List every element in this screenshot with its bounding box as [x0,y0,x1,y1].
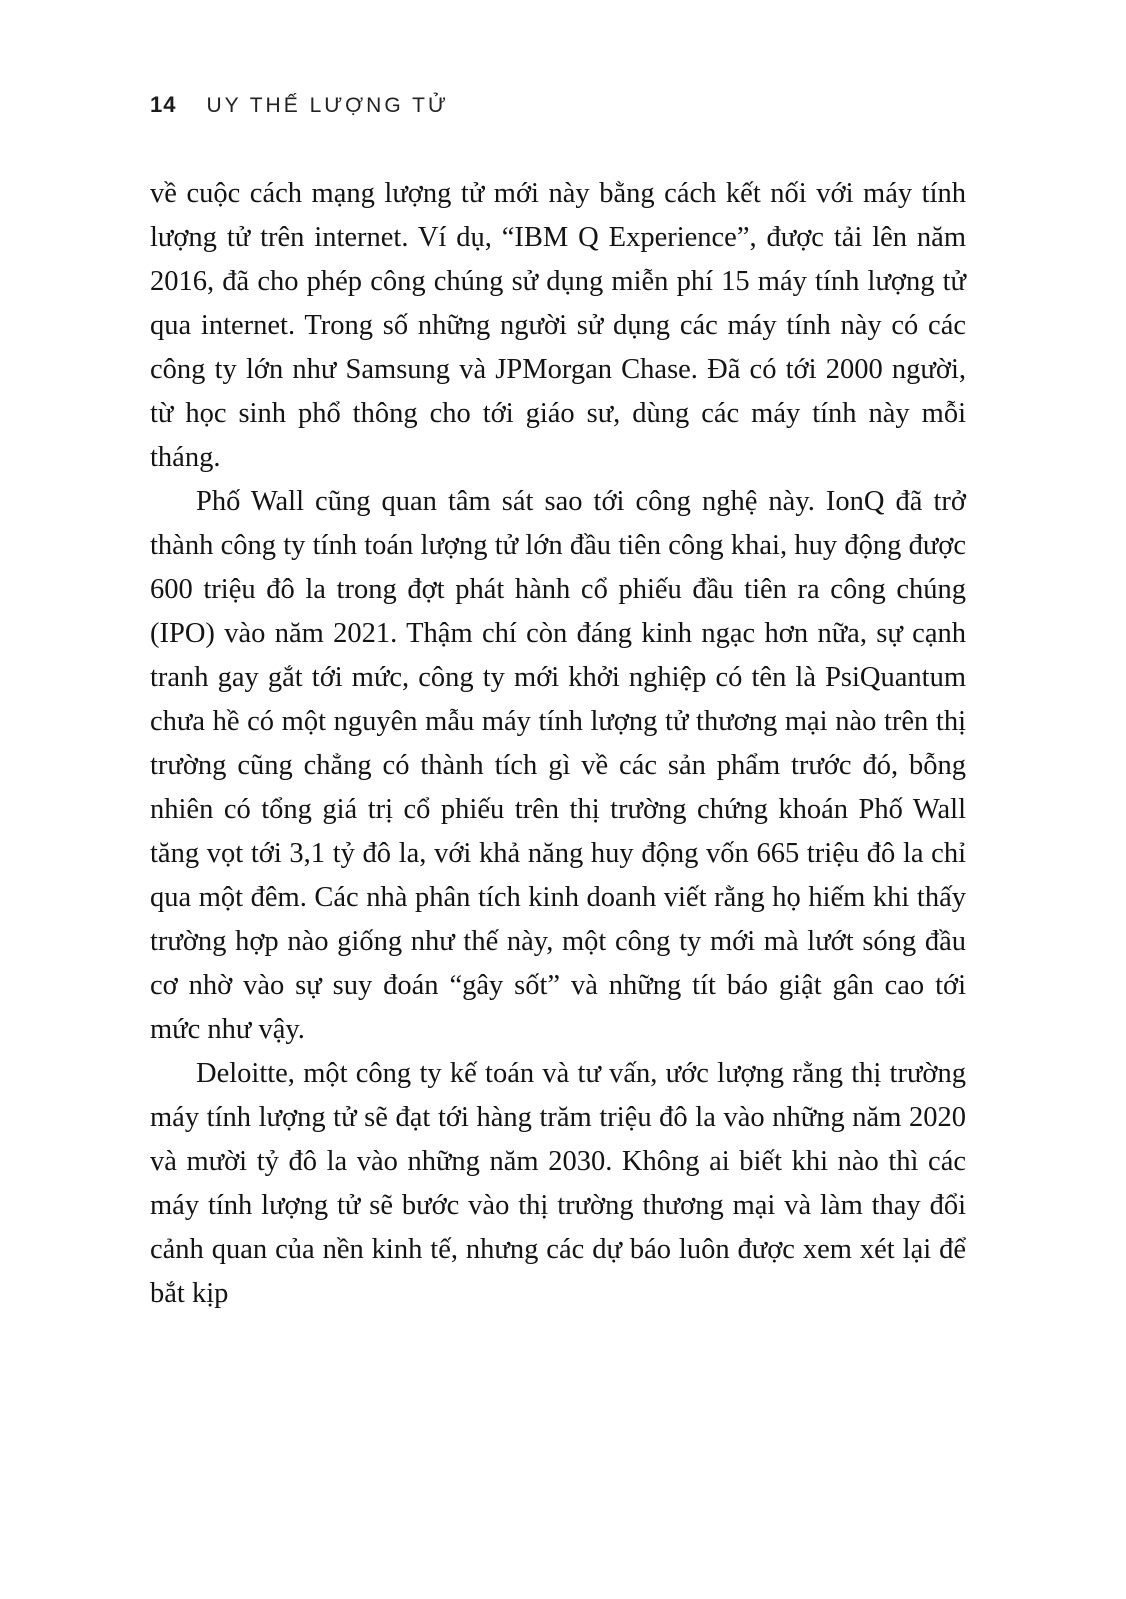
page-number: 14 [150,92,177,117]
page-body [150,172,966,1316]
paragraph: Phố Wall cũng quan tâm sát sao tới công nghệ này. IonQ đã trở thành công ty tính toán lượng tử lớn đầu tiên công khai, huy động được 600 triệu đô la trong đợt phát hành cổ phiếu đầu tiên ra công chúng (IPO) vào năm 2021. Thậm chí còn đáng kinh ngạc hơn nữa, sự cạnh tranh gay gắt tới mức, công ty mới khởi nghiệp có tên là PsiQuantum chưa hề có một nguyên mẫu máy tính lượng tử thương mại nào trên thị trường cũng chẳng có thành tích gì về các sản phẩm trước đó, bỗng nhiên có tổng giá trị cổ phiếu trên thị trường chứng khoán Phố Wall tăng vọt tới 3,1 tỷ đô la, với khả năng huy động vốn 665 triệu đô la chỉ qua một đêm. Các nhà phân tích kinh doanh viết rằng họ hiếm khi thấy trường hợp nào giống như thế này, một công ty mới mà lướt sóng đầu cơ nhờ vào sự suy đoán “gây sốt” và những tít báo giật gân cao tới mức như vậy. [150,486,966,1045]
paragraph-continuation: về cuộc cách mạng lượng tử mới này bằng cách kết nối với máy tính lượng tử trên internet. Ví dụ, “IBM Q Experience”, được tải lên năm 2016, đã cho phép công chúng sử dụng miễn phí 15 máy tính lượng tử qua internet. Trong số những người sử dụng các máy tính này có các công ty lớn như Samsung và JPMorgan Chase. Đã có tới 2000 người, từ học sinh phổ thông cho tới giáo sư, dùng các máy tính này mỗi tháng. [150,178,966,473]
running-title: UY THẾ LƯỢNG TỬ [206,94,449,117]
paragraph: Deloitte, một công ty kế toán và tư vấn, ước lượng rằng thị trường máy tính lượng tử sẽ đạt tới hàng trăm triệu đô la vào những năm 2020 và mười tỷ đô la vào những năm 2030. Không ai biết khi nào thì các máy tính lượng tử sẽ bước vào thị trường thương mại và làm thay đổi cảnh quan của nền kinh tế, nhưng các dự báo luôn được xem xét lại để bắt kịp [150,1058,966,1309]
page-header [150,92,966,118]
